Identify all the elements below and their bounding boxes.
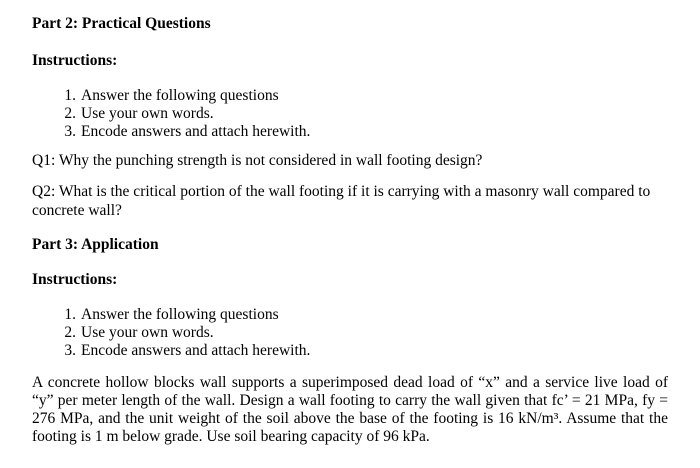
- list-item-text: Encode answers and attach herewith.: [81, 123, 311, 140]
- part3-instructions-label: Instructions:: [32, 271, 118, 288]
- list-item-number: 2.: [64, 105, 76, 122]
- list-item-text: Encode answers and attach herewith.: [81, 342, 311, 359]
- list-item: [32, 342, 668, 360]
- list-item: [32, 123, 668, 141]
- list-item: [32, 105, 668, 123]
- part3-title: Part 3: Application: [32, 236, 159, 253]
- list-item-text: Use your own words.: [81, 324, 214, 341]
- list-item: [32, 306, 668, 324]
- list-item-text: Answer the following questions: [81, 87, 279, 104]
- list-item-number: 1.: [64, 87, 76, 104]
- part3-instructions-list: [32, 306, 668, 360]
- part2-instructions-list: [32, 87, 668, 141]
- list-item-number: 2.: [64, 324, 76, 341]
- list-item-number: 3.: [64, 123, 76, 140]
- list-item: [32, 324, 668, 342]
- part2-title: Part 2: Practical Questions: [32, 15, 211, 32]
- question-2: Q2: What is the critical portion of the wall footing if it is carrying with a masonry wall compared to concrete wall?: [32, 183, 651, 219]
- question-1: Q1: Why the punching strength is not considered in wall footing design?: [32, 152, 483, 169]
- list-item-number: 3.: [64, 342, 76, 359]
- list-item-text: Use your own words.: [81, 105, 214, 122]
- application-problem: A concrete hollow blocks wall supports a superimposed dead load of “x” and a service live load of “y” per meter length of the wall. Design a wall footing to carry the wall given that fc’ = 21 MPa, fy = 276 MPa, and the unit weight of the soil above the base of the footing is 16 kN/m³. Assume that the footing is 1 m below grade. Use soil bearing capacity of 96 kPa.: [32, 374, 668, 445]
- list-item-text: Answer the following questions: [81, 306, 279, 323]
- list-item: [32, 87, 668, 105]
- list-item-number: 1.: [64, 306, 76, 323]
- part2-instructions-label: Instructions:: [32, 52, 118, 69]
- document-page: [32, 8, 668, 446]
